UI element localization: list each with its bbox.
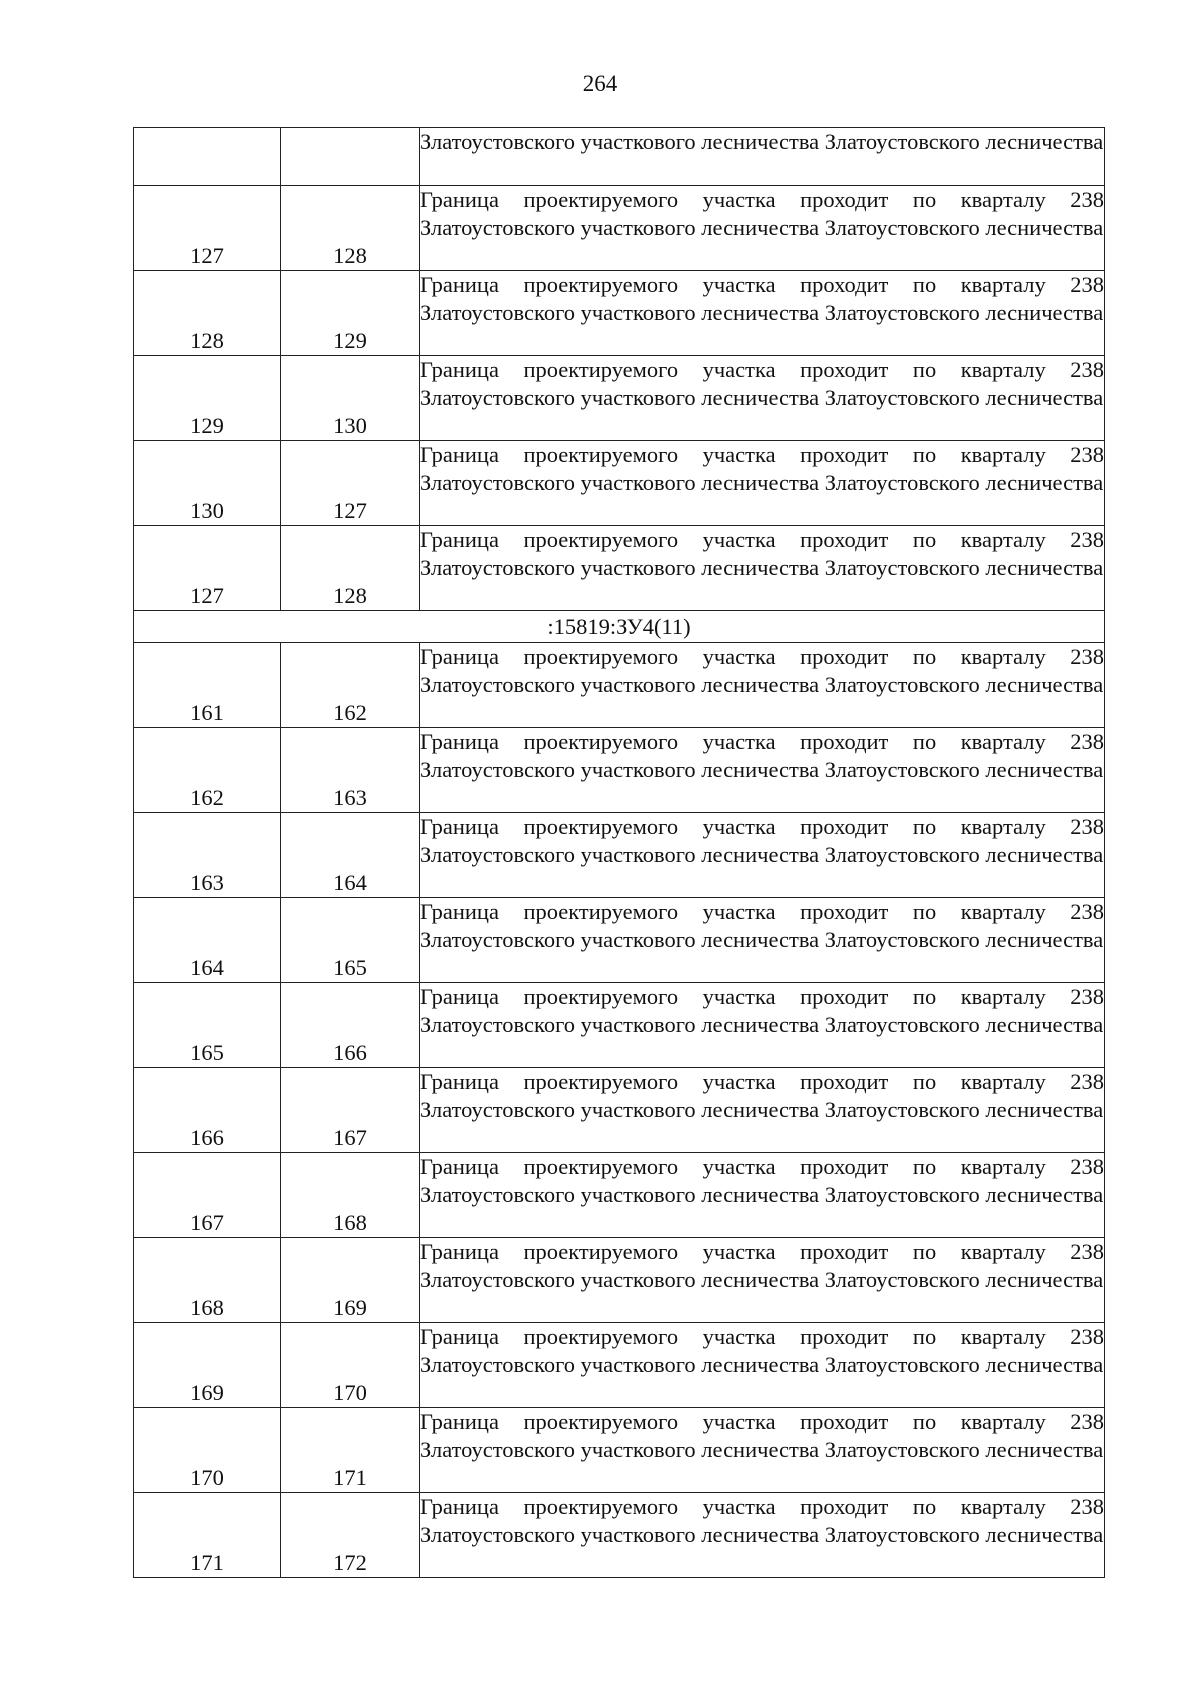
point-to: 130 bbox=[281, 356, 420, 441]
boundary-description: Златоустовского участкового лесничества Златоустовского лесничества bbox=[420, 128, 1105, 186]
point-from: 166 bbox=[134, 1068, 281, 1153]
point-from: 129 bbox=[134, 356, 281, 441]
table-row bbox=[134, 1493, 1105, 1578]
point-from bbox=[134, 128, 281, 186]
point-from: 127 bbox=[134, 186, 281, 271]
table-row bbox=[134, 1153, 1105, 1238]
point-to: 171 bbox=[281, 1408, 420, 1493]
boundary-description: Граница проектируемого участка проходит по кварталу 238 Златоустовского участкового лесничества Златоустовского лесничества bbox=[420, 898, 1105, 983]
page-number: 264 bbox=[582, 71, 618, 96]
boundary-table bbox=[133, 127, 1105, 1578]
table-row bbox=[134, 186, 1105, 271]
point-from: 170 bbox=[134, 1408, 281, 1493]
point-to: 170 bbox=[281, 1323, 420, 1408]
point-to: 128 bbox=[281, 186, 420, 271]
point-from: 163 bbox=[134, 813, 281, 898]
table-row bbox=[134, 356, 1105, 441]
point-to: 169 bbox=[281, 1238, 420, 1323]
table-row bbox=[134, 128, 1105, 186]
table-row bbox=[134, 526, 1105, 611]
table-row bbox=[134, 813, 1105, 898]
point-from: 128 bbox=[134, 271, 281, 356]
table-row bbox=[134, 271, 1105, 356]
table-row bbox=[134, 1238, 1105, 1323]
point-from: 127 bbox=[134, 526, 281, 611]
point-to: 166 bbox=[281, 983, 420, 1068]
boundary-description: Граница проектируемого участка проходит по кварталу 238 Златоустовского участкового лесничества Златоустовского лесничества bbox=[420, 271, 1105, 356]
table-row bbox=[134, 1323, 1105, 1408]
point-to: 168 bbox=[281, 1153, 420, 1238]
boundary-description: Граница проектируемого участка проходит по кварталу 238 Златоустовского участкового лесничества Златоустовского лесничества bbox=[420, 1323, 1105, 1408]
table-row bbox=[134, 1068, 1105, 1153]
boundary-description: Граница проектируемого участка проходит по кварталу 238 Златоустовского участкового лесничества Златоустовского лесничества bbox=[420, 1408, 1105, 1493]
boundary-description: Граница проектируемого участка проходит по кварталу 238 Златоустовского участкового лесничества Златоустовского лесничества bbox=[420, 643, 1105, 728]
point-to: 163 bbox=[281, 728, 420, 813]
boundary-description: Граница проектируемого участка проходит по кварталу 238 Златоустовского участкового лесничества Златоустовского лесничества bbox=[420, 356, 1105, 441]
boundary-description: Граница проектируемого участка проходит по кварталу 238 Златоустовского участкового лесничества Златоустовского лесничества bbox=[420, 728, 1105, 813]
point-to: 128 bbox=[281, 526, 420, 611]
point-to: 165 bbox=[281, 898, 420, 983]
point-from: 161 bbox=[134, 643, 281, 728]
point-to: 127 bbox=[281, 441, 420, 526]
point-from: 167 bbox=[134, 1153, 281, 1238]
table-row bbox=[134, 1408, 1105, 1493]
boundary-description: Граница проектируемого участка проходит по кварталу 238 Златоустовского участкового лесничества Златоустовского лесничества bbox=[420, 441, 1105, 526]
table-row bbox=[134, 441, 1105, 526]
boundary-description: Граница проектируемого участка проходит по кварталу 238 Златоустовского участкового лесничества Златоустовского лесничества bbox=[420, 1493, 1105, 1578]
point-to bbox=[281, 128, 420, 186]
point-from: 168 bbox=[134, 1238, 281, 1323]
boundary-description: Граница проектируемого участка проходит по кварталу 238 Златоустовского участкового лесничества Златоустовского лесничества bbox=[420, 813, 1105, 898]
table-row bbox=[134, 983, 1105, 1068]
boundary-description: Граница проектируемого участка проходит по кварталу 238 Златоустовского участкового лесничества Златоустовского лесничества bbox=[420, 186, 1105, 271]
table-row bbox=[134, 643, 1105, 728]
point-from: 165 bbox=[134, 983, 281, 1068]
boundary-description: Граница проектируемого участка проходит по кварталу 238 Златоустовского участкового лесничества Златоустовского лесничества bbox=[420, 526, 1105, 611]
table-row bbox=[134, 898, 1105, 983]
point-from: 162 bbox=[134, 728, 281, 813]
point-from: 171 bbox=[134, 1493, 281, 1578]
point-from: 164 bbox=[134, 898, 281, 983]
boundary-description: Граница проектируемого участка проходит по кварталу 238 Златоустовского участкового лесничества Златоустовского лесничества bbox=[420, 983, 1105, 1068]
point-to: 167 bbox=[281, 1068, 420, 1153]
point-to: 162 bbox=[281, 643, 420, 728]
point-from: 130 bbox=[134, 441, 281, 526]
point-to: 129 bbox=[281, 271, 420, 356]
point-from: 169 bbox=[134, 1323, 281, 1408]
table-body bbox=[134, 128, 1105, 1578]
point-to: 172 bbox=[281, 1493, 420, 1578]
point-to: 164 bbox=[281, 813, 420, 898]
boundary-description: Граница проектируемого участка проходит по кварталу 238 Златоустовского участкового лесничества Златоустовского лесничества bbox=[420, 1238, 1105, 1323]
table-row bbox=[134, 728, 1105, 813]
boundary-description: Граница проектируемого участка проходит по кварталу 238 Златоустовского участкового лесничества Златоустовского лесничества bbox=[420, 1068, 1105, 1153]
boundary-description: Граница проектируемого участка проходит по кварталу 238 Златоустовского участкового лесничества Златоустовского лесничества bbox=[420, 1153, 1105, 1238]
section-header-row bbox=[134, 611, 1105, 643]
section-title: :15819:ЗУ4(11) bbox=[134, 611, 1105, 643]
